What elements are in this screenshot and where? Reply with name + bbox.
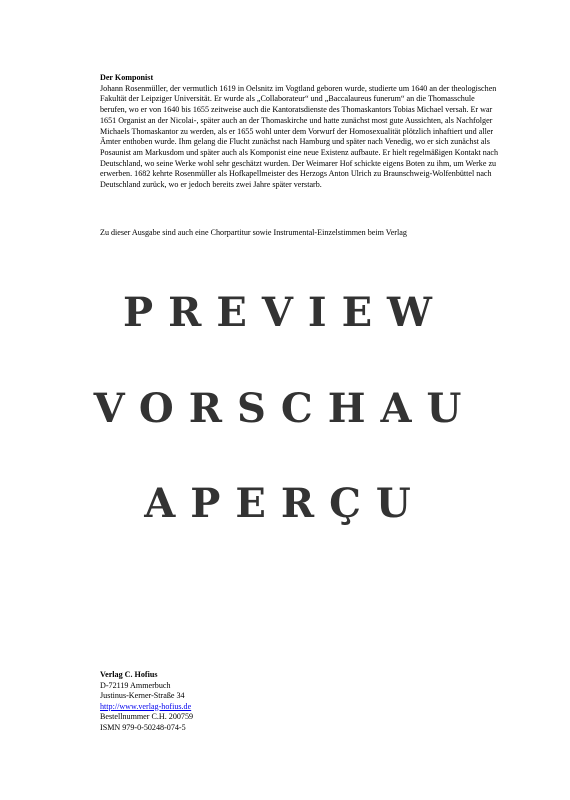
biography-text: Johann Rosenmüller, der vermutlich 1619 in Oelsnitz im Vogtland geboren wurde, studierte um 1640 an der theologischen Fakultät der Leipziger Universität. Er wurde als „Collaborateur“ und „Baccalaureus funerum“ an die Thomasschule berufen, wo er von 1640 bis 1655 zeitweise auch die Kantoratsdienste des Thomaskantors Tobias Michael versah. Er war 1651 Organist an der Nicolai-, später auch an der Thomaskirche und hatte zunächst most gute Aussichten, als Nachfolger Michaels Thomaskantor zu werden, als er 1655 wohl unter dem Vorwurf der Homosexualität plötzlich inhaftiert und aller Ämter enthoben wurde. Ihm gelang die Flucht zunächst nach Hamburg und später nach Venedig, wo er sich zunächst als Posaunist am Markusdom und später auch als Komponist eine neue Existenz aufbaute. Er hielt regelmäßigen Kontakt nach Deutschland, wo seine Werke wohl sehr geschätzt wurden. Der Weimarer Hof schickte eigens Boten zu ihm, um Werke zu erwerben. 1682 kehrte Rosenmüller als Hofkapellmeister des Herzogs Anton Ulrich zu Braunschweig-Wolfenbüttel nach Deutschland zurück, wo er jedoch bereits zwei Jahre später verstarb.	[100, 83, 499, 190]
order-number: Bestellnummer C.H. 200759	[100, 712, 194, 721]
publisher-info	[100, 670, 400, 733]
composer-biography	[100, 73, 500, 191]
watermark-vorschau: VORSCHAU	[93, 385, 477, 432]
watermark-apercu: APERÇU	[144, 480, 426, 527]
publisher-postal: D-72119 Ammerbuch	[100, 680, 171, 690]
preview-watermark	[86, 237, 484, 567]
watermark-preview: PREVIEW	[123, 289, 447, 336]
edition-note: Zu dieser Ausgabe sind auch eine Chorpartitur sowie Instrumental-Einzelstimmen beim Verlag	[100, 228, 407, 237]
ismn: ISMN 979-0-50248-074-5	[100, 722, 186, 732]
publisher-website-link[interactable]: http://www.verlag-hofius.de	[100, 701, 192, 711]
publisher-name: Verlag C. Hofius	[100, 670, 158, 679]
biography-heading: Der Komponist	[100, 73, 154, 82]
publisher-street: Justinus-Kerner-Straße 34	[100, 691, 185, 700]
